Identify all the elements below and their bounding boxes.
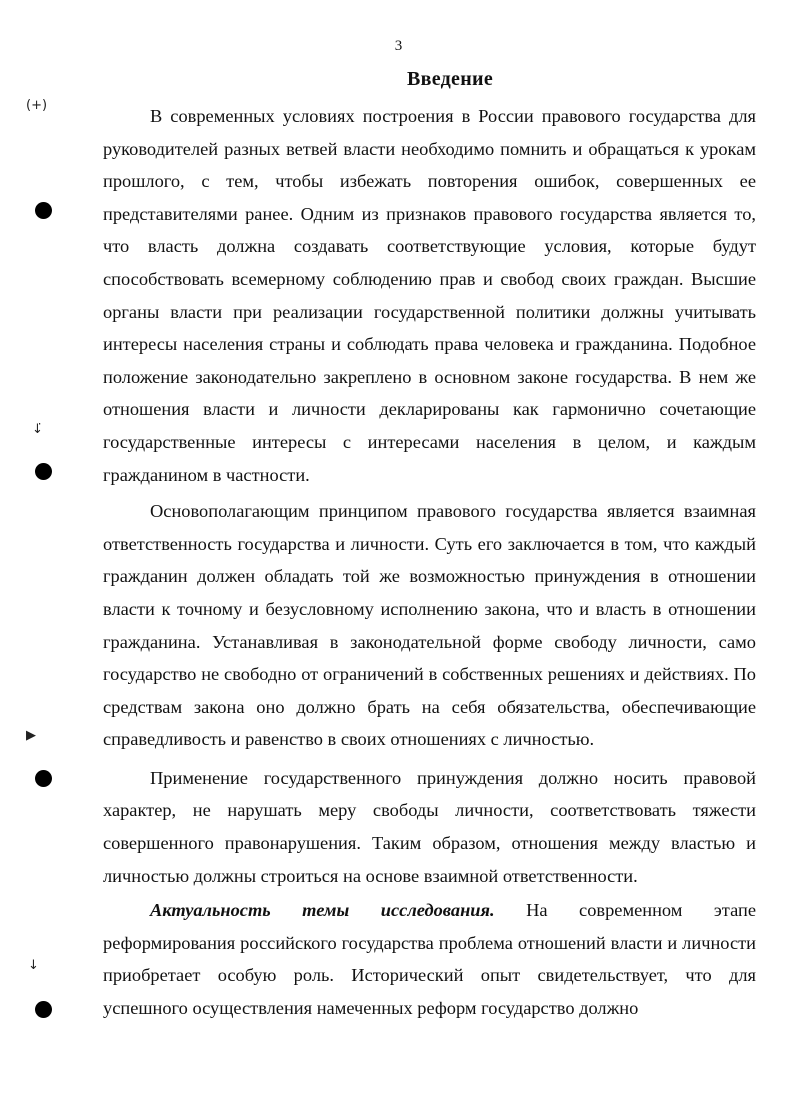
margin-mark: (+) <box>26 98 48 113</box>
page-heading: Введение <box>406 68 494 90</box>
margin-mark: ↓̇ <box>32 422 43 437</box>
margin-dot <box>35 202 52 219</box>
margin-dot <box>35 463 52 480</box>
margin-dot <box>35 1001 52 1018</box>
paragraph: В современных условиях построения в России правового государства для руководителей разных ветвей власти необходимо помнить и обращаться к урокам прошлого, с тем, чтобы избежать повторения ошибок, совершенных ее представителями ранее. Одним из признаков правового государства является то, что власть должна создавать соответствующие условия, которые будут способствовать всемерному соблюдению прав и свобод своих граждан. Высшие органы власти при реализации государственной политики должны учитывать интересы населения страны и соблюдать права человека и гражданина. Подобное положение законодательно закреплено в основном законе государства. В нем же отношения власти и личности декларированы как гармонично сочетающие государственные интересы с интересами населения в целом, и каждым гражданином в частности. <box>103 106 756 485</box>
paragraph <box>103 894 756 1024</box>
margin-dot <box>35 770 52 787</box>
paragraph-body: На современном этапе реформирования российского государства проблема отношений власти и личности приобретает особую роль. Исторический опыт свидетельствует, что для успешного осуществления намеченных реформ государство должно <box>103 900 756 1019</box>
paragraph: Основополагающим принципом правового государства является взаимная ответственность государства и личности. Суть его заключается в том, что каждый гражданин должен обладать той же возможностью принуждения в отношении власти к точному и безусловному исполнению закона, что и власть в отношении гражданина. Устанавливая в законодательной форме свободу личности, само государство не свободно от ограничений в собственных решениях и действиях. По средствам закона оно должно брать на себя обязательства, обеспечивающие справедливость и равенство в своих отношениях с личностью. <box>103 501 756 750</box>
body-text <box>103 100 756 1025</box>
margin-mark: ▶ <box>26 728 36 743</box>
paragraph: Применение государственного принуждения должно носить правовой характер, не нарушать меру свободы личности, соответствовать тяжести совершенного правонарушения. Таким образом, отношения между властью и личностью должны строиться на основе взаимной ответственности. <box>103 767 756 886</box>
page-number: 3 <box>394 38 403 54</box>
margin-mark: ↓ <box>28 958 39 973</box>
paragraph-lead: Актуальность темы исследования. <box>150 900 495 921</box>
